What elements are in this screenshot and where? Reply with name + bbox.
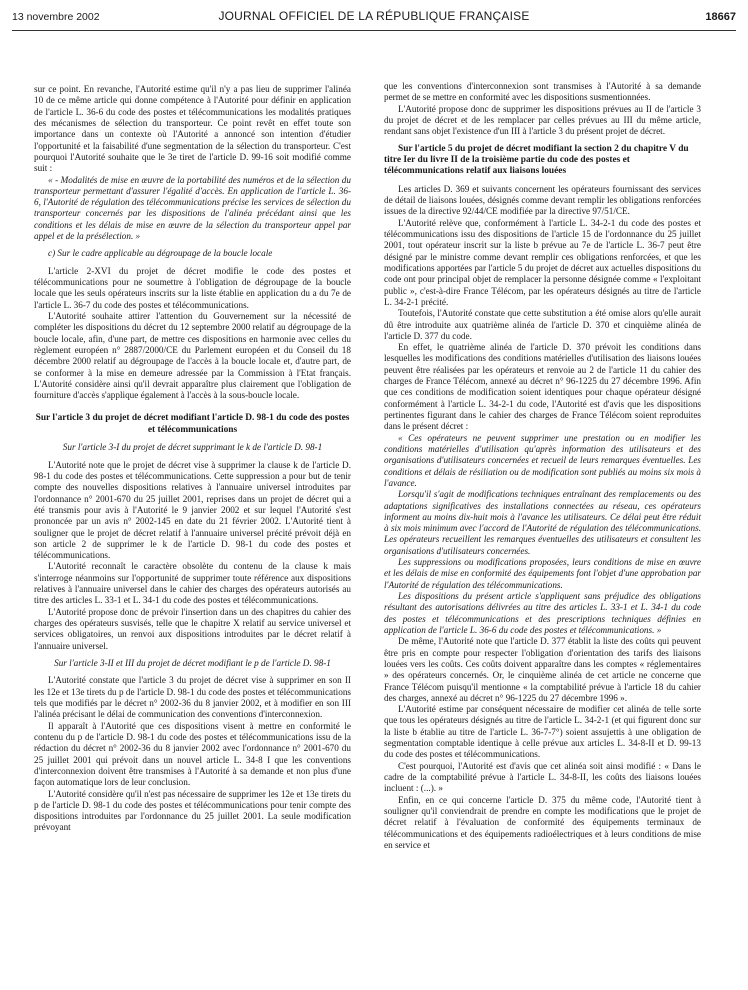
paragraph: En effet, le quatrième alinéa de l'article D. 370 prévoit les conditions dans lesquelles les modifications des conditions matérielles d'utilisation des liaisons louées peuvent être réalisées par les opérateurs et renvoie au 2 de l'article 11 du cahier des charges de France Télécom, annexé au décret n° 96-1225 du 27 décembre 1996. Afin que ces conditions de modification soient identiques pour chaque opérateur désigné conformément à l'article L. 34-2-1 du code, l'Autorité est d'avis que les dispositions pertinentes figurant dans le cahier des charges de France Télécom soient reproduites dans le présent décret : xyxy=(384,342,701,432)
quote-paragraph: Les suppressions ou modifications proposées, leurs conditions de mise en œuvre et les délais de mise en conformité des équipements font l'objet d'une approbation par l'Autorité de régulation des télécommunications. xyxy=(384,557,701,590)
subsection-heading: c) Sur le cadre applicable au dégroupage de la boucle locale xyxy=(48,248,273,259)
header-page-number: 18667 xyxy=(705,11,736,23)
paragraph: L'article 2-XVI du projet de décret modifie le code des postes et télécommunications pour ne soumettre à l'obligation de dégroupage de la boucle locale que les seuls opérateurs inscrits sur la liste établie en application du a du 7e de l'article L. 36-7 du code des postes et télécommunications. xyxy=(34,265,351,310)
header-date: 13 novembre 2002 xyxy=(12,11,100,23)
paragraph: Enfin, en ce qui concerne l'article D. 375 du même code, l'Autorité tient à souligner qu'il conviendrait de prendre en compte les modifications que le projet de décret relatif à l'évaluation de conformité des équipements terminaux de télécommunications et des équipements radioélectriques et à leurs conditions de mise en service et xyxy=(384,794,701,850)
paragraph: L'Autorité considère qu'il n'est pas nécessaire de supprimer les 12e et 13e tirets du p de l'article D. 98-1 du code des postes et télécommunications pour tenir compte des dispositions introduites par l'ordonnance du 25 juillet 2001. La seule modification prévoyant xyxy=(34,788,351,833)
paragraph: L'Autorité note que le projet de décret vise à supprimer la clause k de l'article D. 98-1 du code des postes et télécommunications. Cette suppression a pour but de tenir compte des nouvelles dispositions relatives à l'annuaire universel introduites par l'ordonnance n° 2001-670 du 25 juillet 2001, reprises dans un projet de décret qui a été transmis pour avis à l'Autorité le 9 janvier 2002 et sur lequel l'Autorité s'est prononcée par un avis n° 2002-145 en date du 21 février 2002. L'Autorité tient à souligner que le projet de décret relatif à l'annuaire universel précité prévoit déjà en son article 2 de supprimer le k de l'article D. 98-1 du code des postes et télécommunications. xyxy=(34,459,351,561)
section-heading: Sur l'article 3 du projet de décret modifiant l'article D. 98-1 du code des postes et télécommunications xyxy=(35,413,350,435)
paragraph: C'est pourquoi, l'Autorité est d'avis que cet alinéa soit ainsi modifié : « Dans le cadre de la comptabilité prévue à l'article L. 34-8-II, les coûts des liaisons louées incluent : (...). » xyxy=(384,760,701,794)
quote-paragraph: Lorsqu'il s'agit de modifications techniques entraînant des remplacements ou des adaptations significatives des installations connectées au réseau, ces opérateurs informent au moins dix-huit mois à l'avance les utilisateurs. Ce délai peut être réduit à six mois minimum avec l'accord de l'Autorité de régulation des télécommunications. Les opérateurs recueillent les remarques éventuelles des utilisateurs et consultent les organisations d'utilisateurs concernées. xyxy=(384,489,701,556)
paragraph: L'Autorité souhaite attirer l'attention du Gouvernement sur la nécessité de compléter les dispositions du décret du 12 septembre 2000 relatif au dégroupage de la boucle locale, afin, d'une part, de mettre ces dispositions en harmonie avec celles du règlement européen n° 2887/2000/CE du Parlement européen et du Conseil du 18 décembre 2000 relatif au dégroupage de l'accès à la boucle locale et, d'autre part, de se conformer à la mise en demeure adressée par la Commission à l'Etat français. L'Autorité considère ainsi qu'il devrait apparaître plus clairement que l'obligation de fourniture d'accès s'applique également à l'accès à la sous-boucle locale. xyxy=(34,310,351,401)
subsection-title: Sur l'article 3-II et III du projet de décret modifiant le p de l'article D. 98-1 xyxy=(54,657,331,668)
paragraph: L'Autorité propose donc de prévoir l'insertion dans un des chapitres du cahier des charges des opérateurs susvisés, telle que le chapitre X relatif au service universel et services obligatoires, un renvoi aux dispositions introduites par le décret relatif à l'annuaire universel. xyxy=(34,606,351,651)
paragraph: Toutefois, l'Autorité constate que cette substitution a été omise alors qu'elle aurait dû être introduite aux quatrième alinéa de l'article D. 370 et cinquième alinéa de l'article D. 377 du code. xyxy=(384,308,701,341)
header-rule xyxy=(12,30,736,31)
left-column xyxy=(34,84,351,834)
paragraph: L'Autorité reconnaît le caractère obsolète du contenu de la clause k mais s'interroge néanmoins sur l'opportunité de supprimer toute référence aux dispositions relatives à l'annuaire universel dans le cahier des charges des opérateurs autorisés au titre des articles L. 33-1 et L. 34-1 du code des postes et télécommunications. xyxy=(34,561,351,606)
quote-paragraph: Les dispositions du présent article s'appliquent sans préjudice des obligations résultant des autorisations délivrées au titre des articles L. 33-1 et L. 34-1 du code des postes et télécommunications et des prescriptions techniques définies en application de l'article L. 36-6 du code des postes et télécommunications. » xyxy=(384,591,701,635)
right-column xyxy=(384,81,701,851)
paragraph: que les conventions d'interconnexion sont transmises à l'Autorité à sa demande permet de se mettre en conformité avec les dispositions susmentionnées. xyxy=(384,81,701,103)
paragraph: L'Autorité estime par conséquent nécessaire de modifier cet alinéa de telle sorte que tous les opérateurs désignés au titre de l'article L. 34-2-1 (et qui figurent donc sur la liste b établie au titre de l'article L. 36-7-7°) soient assujettis à une obligation de segmentation comptable identique à celle prévue aux articles L. 34-8-II et D. 99-13 du code des postes et télécommunications. xyxy=(384,704,701,760)
subsection-title: Sur l'article 3-I du projet de décret supprimant le k de l'article D. 98-1 xyxy=(62,442,323,453)
paragraph: L'Autorité propose donc de supprimer les dispositions prévues au II de l'article 3 du projet de décret et de les remplacer par celles prévues au III du même article, rendant sans objet l'existence d'un III à l'article 3 du présent projet de décret. xyxy=(384,103,701,137)
paragraph: De même, l'Autorité note que l'article D. 377 établit la liste des coûts qui peuvent être pris en compte pour respecter l'obligation d'orientation des tarifs des liaisons louées vers les coûts. Ces coûts doivent apparaître dans les comptes « réglementaires » des opérateurs concernés. Or, le cinquième alinéa de cet article ne concerne que France Télécom puisqu'il mentionne « la comptabilité prévue à l'article 18 du cahier des charges, annexé au décret n° 96-1225 du 27 décembre 1996 ». xyxy=(384,636,701,703)
paragraph: Il apparaît à l'Autorité que ces dispositions visent à mettre en conformité le contenu du p de l'article D. 98-1 du code des postes et télécommunications issu de la rédaction du décret n° 2002-36 du 8 janvier 2002 avec l'ordonnance n° 2001-670 du 25 juillet 2001 qui prévoit dans un nouvel article L. 34-8 I que les conventions d'interconnexion doivent être transmises à l'Autorité à sa demande et non plus d'une façon automatique lors de leur conclusion. xyxy=(34,720,351,788)
paragraph: L'Autorité relève que, conformément à l'article L. 34-2-1 du code des postes et télécommunications issu des dispositions de l'article 15 de l'ordonnance du 25 juillet 2001, tout opérateur inscrit sur la liste b prévue au 7e de l'article L. 36-7 peut être désigné par le ministre comme devant remplir ces obligations renforcées, et que les modifications apportées par l'article 5 du projet de décret aux actuelles dispositions du code ont pour principal objet de remplacer la personne désignée comme « l'exploitant public », c'est-à-dire France Télécom, par les opérateurs désignés au titre de l'article L. 34-2-1 précité. xyxy=(384,217,701,307)
paragraph: Les articles D. 369 et suivants concernent les opérateurs fournissant des services de détail de liaisons louées, désignés comme devant remplir les obligations renforcées issues de la directive 92/44/CE modifiée par la directive 97/51/CE. xyxy=(384,183,701,217)
page-header xyxy=(12,0,736,24)
header-title: JOURNAL OFFICIEL DE LA RÉPUBLIQUE FRANÇAISE xyxy=(218,9,530,23)
section-heading: Sur l'article 5 du projet de décret modifiant la section 2 du chapitre V du titre Ier du livre II de la troisième partie du code des postes et télécommunications relatif aux liaisons louées xyxy=(384,143,689,177)
paragraph: sur ce point. En revanche, l'Autorité estime qu'il n'y a pas lieu de supprimer l'alinéa 10 de ce même article qui donne compétence à l'Autorité pour définir en application de l'article L. 36-6 du code des postes et télécommunications les modalités pratiques des mécanismes de sélection du transporteur. Ce point revêt en effet toute son importance dans un contexte où l'Autorité a annoncé son intention d'étudier l'opportunité et la faisabilité d'une segmentation de la sélection du transporteur. C'est pourquoi l'Autorité souhaite que le 3e tiret de l'article D. 99-16 soit modifié comme suit : xyxy=(34,84,351,174)
paragraph: L'Autorité constate que l'article 3 du projet de décret vise à supprimer en son II les 12e et 13e tirets du p de l'article D. 98-1 du code des postes et télécommunications tels que modifiés par le décret n° 2002-36 du 8 janvier 2002, et à modifier en son III l'alinéa précisant le délai de communication des conventions d'interconnexion. xyxy=(34,675,351,720)
quote-paragraph: « Ces opérateurs ne peuvent supprimer une prestation ou en modifier les conditions matérielles d'utilisation qu'après information des utilisateurs et des organisations d'utilisateurs concernées et recueil de leurs remarques éventuelles. Les conditions et délais de résiliation ou de modification sont publiés au moins six mois à l'avance. xyxy=(384,432,701,488)
quote-paragraph: « - Modalités de mise en œuvre de la portabilité des numéros et de la sélection du transporteur permettant d'assurer l'égalité d'accès. En application de l'article L. 36-6, l'Autorité de régulation des télécommunications précise les services de sélection du transporteur concernés par les dispositions de l'alinéa précédant ainsi que les conditions et les délais de mise en œuvre de la sélection du transporteur appel par appel et de la présélection. » xyxy=(34,174,351,242)
